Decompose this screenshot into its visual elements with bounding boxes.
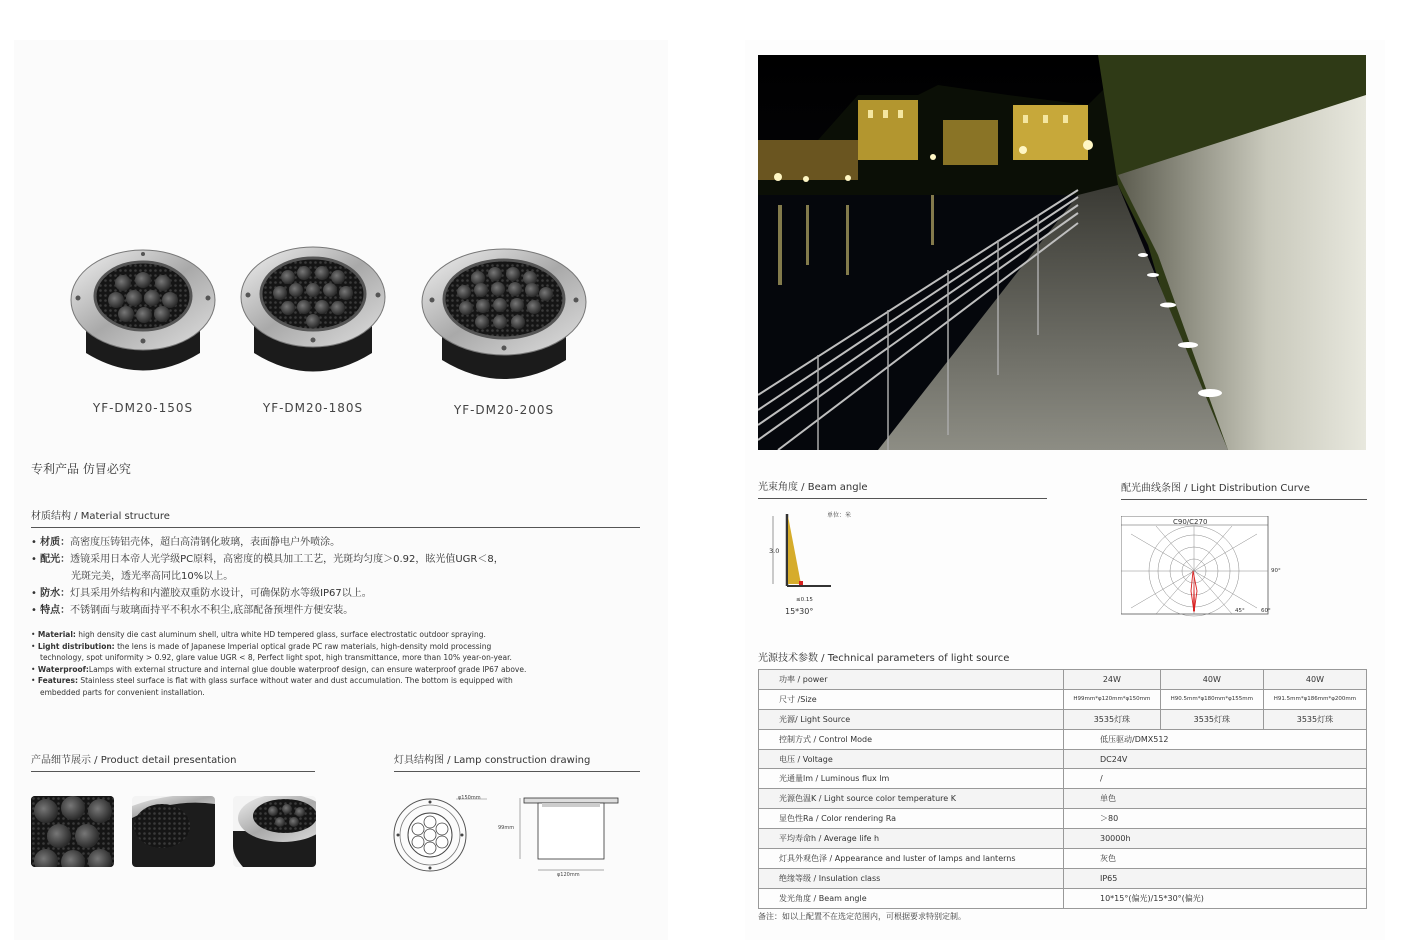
cell-value: 低压驱动/DMX512 xyxy=(1064,729,1367,749)
row-label: 光通量lm / Luminous flux lm xyxy=(759,769,1064,789)
beam-width: ≤0.15 xyxy=(796,597,813,603)
cell-value: 24W xyxy=(1064,670,1161,690)
cell-value: 3535灯珠 xyxy=(1160,709,1263,729)
beam-height: 3.0 xyxy=(769,547,780,555)
cell-value: H91.5mm*φ186mm*φ200mm xyxy=(1263,689,1366,709)
cell-value: ＞80 xyxy=(1064,809,1367,829)
material-cn-item: • 材质：高密度压铸铝壳体，超白高清钢化玻璃，表面静电户外喷涂。 xyxy=(31,537,341,548)
product-200s xyxy=(420,248,588,417)
table-row xyxy=(759,729,1367,749)
cell-value: DC24V xyxy=(1064,749,1367,769)
lamp-image xyxy=(420,248,588,391)
construction-title: 灯具结构图 / Lamp construction drawing xyxy=(394,751,640,772)
detail-thumb-lens xyxy=(31,796,114,867)
row-label: 尺寸 /Size xyxy=(759,689,1064,709)
material-title: 材质结构 / Material structure xyxy=(31,507,640,528)
cell-value: 10*15°(偏光)/15*30°(偏光) xyxy=(1064,888,1367,908)
cell-value: 30000h xyxy=(1064,829,1367,849)
cell-value: IP65 xyxy=(1064,868,1367,888)
tech-title: 光源技术参数 / Technical parameters of light source xyxy=(758,653,1010,664)
cell-value: 40W xyxy=(1263,670,1366,690)
top-diameter-label: φ150mm xyxy=(458,795,481,801)
lamp-image xyxy=(68,248,218,383)
detail-thumbnails xyxy=(31,796,316,867)
spec-table xyxy=(758,669,1367,909)
table-row xyxy=(759,709,1367,729)
distribution-curve xyxy=(1121,516,1286,618)
cell-value: H90.5mm*φ180mm*φ155mm xyxy=(1160,689,1263,709)
row-label: 功率 / power xyxy=(759,670,1064,690)
footnote: 备注：如以上配置不在选定范围内，可根据要求特别定制。 xyxy=(758,912,966,921)
row-label: 控制方式 / Control Mode xyxy=(759,729,1064,749)
detail-title: 产品细节展示 / Product detail presentation xyxy=(31,751,315,772)
table-row xyxy=(759,868,1367,888)
row-label: 平均寿命h / Average life h xyxy=(759,829,1064,849)
cell-value: 3535灯珠 xyxy=(1064,709,1161,729)
table-row xyxy=(759,769,1367,789)
height-label: 99mm xyxy=(498,825,515,831)
curve-label-60: 60° xyxy=(1261,608,1271,614)
table-row xyxy=(759,809,1367,829)
curve-label-90: 90° xyxy=(1271,568,1281,574)
construction-drawing xyxy=(392,792,632,882)
material-en-list xyxy=(31,629,536,699)
beam-diagram xyxy=(765,506,865,618)
table-row xyxy=(759,670,1367,690)
material-en-item: technology, spot uniformity > 0.92, glare value UGR < 8, Perfect light spot, high transmittance, more than 10% year-on-year. xyxy=(40,653,512,663)
bottom-diameter-label: φ120mm xyxy=(557,872,580,878)
beam-unit: 单位：米 xyxy=(827,512,852,519)
table-row xyxy=(759,749,1367,769)
patent-heading: 专利产品 仿冒必究 xyxy=(31,462,131,476)
detail-thumb-side xyxy=(132,796,215,867)
table-row xyxy=(759,888,1367,908)
row-label: 绝缘等级 / Insulation class xyxy=(759,868,1064,888)
product-model: YF-DM20-200S xyxy=(453,403,555,417)
cell-value: 3535灯珠 xyxy=(1263,709,1366,729)
table-row xyxy=(759,689,1367,709)
row-label: 光源/ Light Source xyxy=(759,709,1064,729)
lamp-image xyxy=(238,245,388,383)
curve-label-45: 45° xyxy=(1235,608,1245,614)
row-label: 电压 / Voltage xyxy=(759,749,1064,769)
material-cn-list xyxy=(31,534,591,619)
material-en-item: • Features: Stainless steel surface is flat with glass surface without water and dust accumulation. The bottom is equipped with xyxy=(31,676,513,686)
row-label: 发光角度 / Beam angle xyxy=(759,888,1064,908)
product-180s xyxy=(238,245,388,415)
material-en-item: embedded parts for convenient installation. xyxy=(40,687,205,697)
material-cn-item: • 防水：灯具采用外结构和内灌胶双重防水设计，可确保防水等级IP67以上。 xyxy=(31,588,372,599)
product-150s xyxy=(68,248,218,415)
material-cn-item: 光斑完美，透光率高同比10%以上。 xyxy=(71,571,234,582)
detail-thumb-angle xyxy=(233,796,316,867)
material-en-item: • Light distribution: the lens is made of Japanese Imperial optical grade PC raw materials, high-density mold processing xyxy=(31,641,492,651)
beam-angle-value: 15*30° xyxy=(785,607,814,616)
material-cn-item: • 配光：透镜采用日本帝人光学级PC原料，高密度的模具加工工艺，光斑均匀度＞0.92，眩光值UGR＜8， xyxy=(31,554,504,565)
row-label: 光源色温K / Light source color temperature K xyxy=(759,789,1064,809)
curve-title: 配光曲线条图 / Light Distribution Curve xyxy=(1121,479,1367,500)
cell-value: 40W xyxy=(1160,670,1263,690)
beam-title: 光束角度 / Beam angle xyxy=(758,478,1047,499)
table-row xyxy=(759,849,1367,869)
table-row xyxy=(759,829,1367,849)
material-cn-item: • 特点：不锈钢面与玻璃面持平不积水不积尘,底部配备预埋件方便安装。 xyxy=(31,605,354,616)
cell-value: 单色 xyxy=(1064,789,1367,809)
curve-header: C90/C270 xyxy=(1173,518,1208,526)
row-label: 显色性Ra / Color rendering Ra xyxy=(759,809,1064,829)
material-en-item: • Material: high density die cast aluminum shell, ultra white HD tempered glass, surface electrostatic outdoor spraying. xyxy=(31,630,486,639)
table-row xyxy=(759,789,1367,809)
material-en-item: • Waterproof:Lamps with external structure and internal glue double waterproof design, can ensure waterproof grade IP67 above. xyxy=(31,664,527,674)
product-model: YF-DM20-150S xyxy=(92,401,194,415)
product-model: YF-DM20-180S xyxy=(262,401,364,415)
cell-value: 灰色 xyxy=(1064,849,1367,869)
cell-value: H99mm*φ120mm*φ150mm xyxy=(1064,689,1161,709)
row-label: 灯具外观色泽 / Appearance and luster of lamps and lanterns xyxy=(759,849,1064,869)
application-photo xyxy=(758,55,1366,450)
cell-value: / xyxy=(1064,769,1367,789)
